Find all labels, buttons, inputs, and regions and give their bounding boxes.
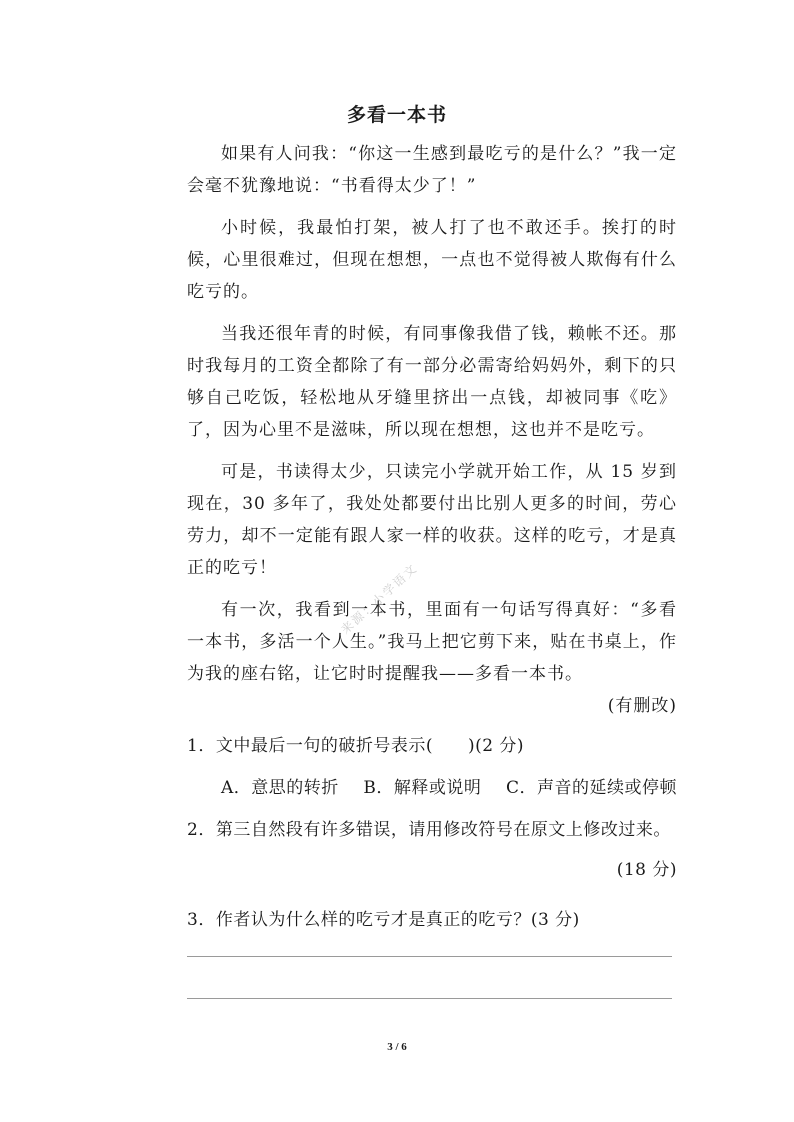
- source-note: (有删改): [607, 696, 677, 716]
- article-body: [187, 138, 677, 722]
- page-title: 多看一本书: [346, 104, 447, 126]
- watermark-text: 来源：小学语文: [338, 560, 421, 637]
- paragraph-3: 当我还很年青的时候，有同事像我借了钱，赖帐不还。那时我每月的工资全都除了有一部分必需寄给妈妈外，剩下的只够自己吃饭，轻松地从牙缝里挤出一点钱，却被同事《吃》了，因为心里不是滋味，所以现在想想，这也并不是吃亏。: [187, 324, 677, 440]
- question-1-options: [221, 772, 677, 804]
- question-3: 3．作者认为什么样的吃亏才是真正的吃亏？(3 分): [187, 910, 580, 930]
- question-2: 2．第三自然段有许多错误，请用修改符号在原文上修改过来。: [187, 820, 671, 840]
- answer-line-1[interactable]: [187, 956, 672, 957]
- question-1: 1．文中最后一句的破折号表示( )(2 分): [187, 736, 525, 756]
- paragraph-2: 小时候，我最怕打架，被人打了也不敢还手。挨打的时候，心里很难过，但现在想想，一点也不觉得被人欺侮有什么吃亏的。: [187, 218, 677, 302]
- questions-section: [187, 730, 677, 936]
- page-number: 3 / 6: [387, 1041, 407, 1053]
- answer-line-2[interactable]: [187, 998, 672, 999]
- paragraph-1: 如果有人问我：“你这一生感到最吃亏的是什么？”我一定会毫不犹豫地说：“书看得太少了！”: [187, 144, 677, 196]
- option-b: B．解释或说明: [363, 778, 482, 798]
- option-a: A．意思的转折: [221, 778, 339, 798]
- paragraph-5-container: [187, 594, 677, 716]
- paragraph-4: 可是，书读得太少，只读完小学就开始工作，从 15 岁到现在，30 多年了，我处处都要付出比别人更多的时间，劳心劳力，却不一定能有跟人家一样的收获。这样的吃亏，才是真正的吃亏！: [187, 462, 677, 578]
- paragraph-5: 有一次，我看到一本书，里面有一句话写得真好：“多看一本书，多活一个人生。”我马上把它剪下来，贴在书桌上，作为我的座右铭，让它时时提醒我——多看一本书。: [187, 600, 677, 684]
- option-c: C．声音的延续或停顿: [505, 778, 677, 798]
- question-2-score: (18 分): [616, 860, 677, 880]
